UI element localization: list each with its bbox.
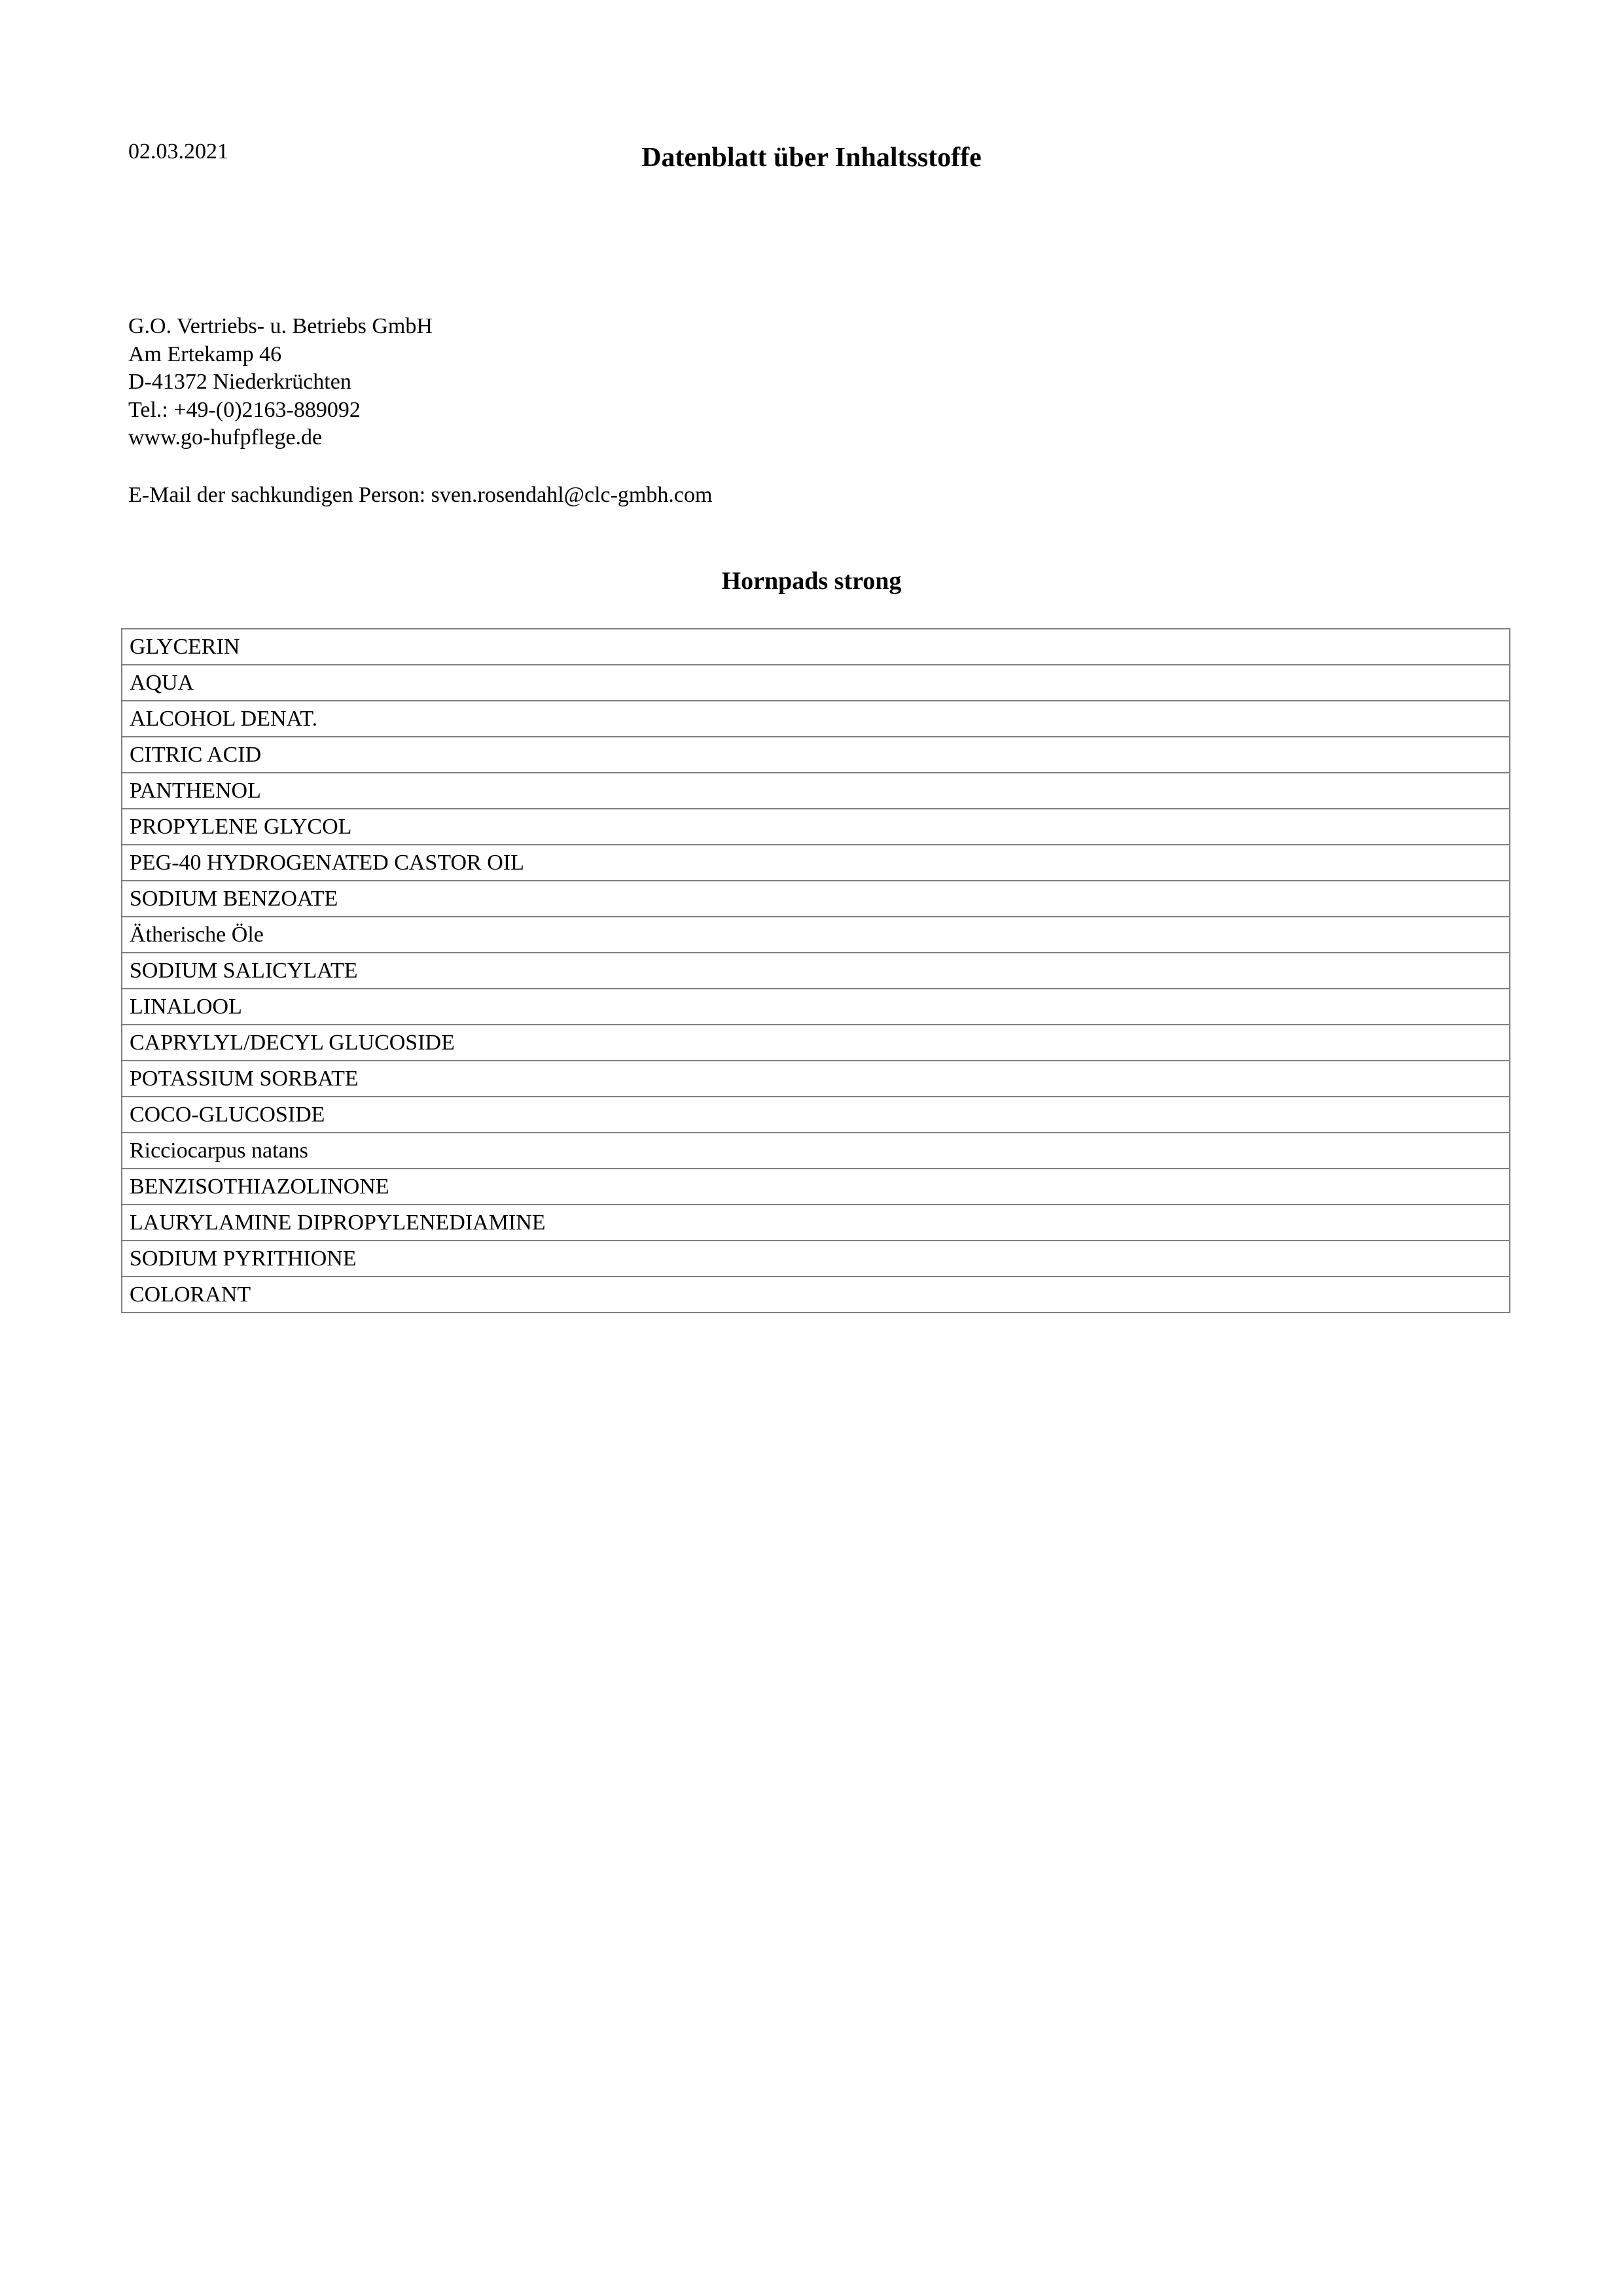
table-row [122,809,1510,845]
table-row [122,917,1510,953]
document-title: Datenblatt über Inhaltsstoffe [641,143,982,173]
ingredient-cell: ALCOHOL DENAT. [122,701,1510,737]
ingredient-cell: Ricciocarpus natans [122,1133,1510,1169]
company-street: Am Ertekamp 46 [128,342,282,366]
company-name: G.O. Vertriebs- u. Betriebs GmbH [128,314,433,338]
document-date: 02.03.2021 [128,139,228,164]
ingredient-cell: SODIUM PYRITHIONE [122,1241,1510,1277]
ingredient-cell: Ätherische Öle [122,917,1510,953]
table-row [122,845,1510,881]
table-row [122,737,1510,773]
table-row [122,665,1510,701]
table-row [122,1241,1510,1277]
ingredient-cell: SODIUM SALICYLATE [122,953,1510,989]
table-row [122,701,1510,737]
ingredients-table [121,628,1510,1313]
ingredient-cell: PANTHENOL [122,773,1510,809]
table-row [122,1061,1510,1097]
ingredient-cell: BENZISOTHIAZOLINONE [122,1169,1510,1205]
product-title: Hornpads strong [721,567,902,595]
table-row [122,881,1510,917]
ingredient-cell: LAURYLAMINE DIPROPYLENEDIAMINE [122,1205,1510,1241]
table-row [122,1205,1510,1241]
table-row [122,1169,1510,1205]
ingredient-cell: GLYCERIN [122,629,1510,665]
table-row [122,989,1510,1025]
table-row [122,1133,1510,1169]
table-row [122,629,1510,665]
expert-email-line: E-Mail der sachkundigen Person: sven.rosendahl@clc-gmbh.com [128,483,713,507]
ingredient-cell: COLORANT [122,1277,1510,1313]
company-city: D-41372 Niederkrüchten [128,370,351,394]
ingredient-cell: COCO-GLUCOSIDE [122,1097,1510,1133]
ingredient-cell: CITRIC ACID [122,737,1510,773]
ingredient-cell: LINALOOL [122,989,1510,1025]
ingredient-cell: PROPYLENE GLYCOL [122,809,1510,845]
table-row [122,1025,1510,1061]
ingredient-cell: CAPRYLYL/DECYL GLUCOSIDE [122,1025,1510,1061]
table-row [122,1097,1510,1133]
ingredient-cell: SODIUM BENZOATE [122,881,1510,917]
ingredient-cell: AQUA [122,665,1510,701]
company-address-block [128,313,433,452]
company-phone: Tel.: +49-(0)2163-889092 [128,397,361,422]
table-row [122,1277,1510,1313]
table-row [122,773,1510,809]
company-website: www.go-hufpflege.de [128,425,323,450]
table-row [122,953,1510,989]
ingredient-cell: POTASSIUM SORBATE [122,1061,1510,1097]
ingredient-cell: PEG-40 HYDROGENATED CASTOR OIL [122,845,1510,881]
